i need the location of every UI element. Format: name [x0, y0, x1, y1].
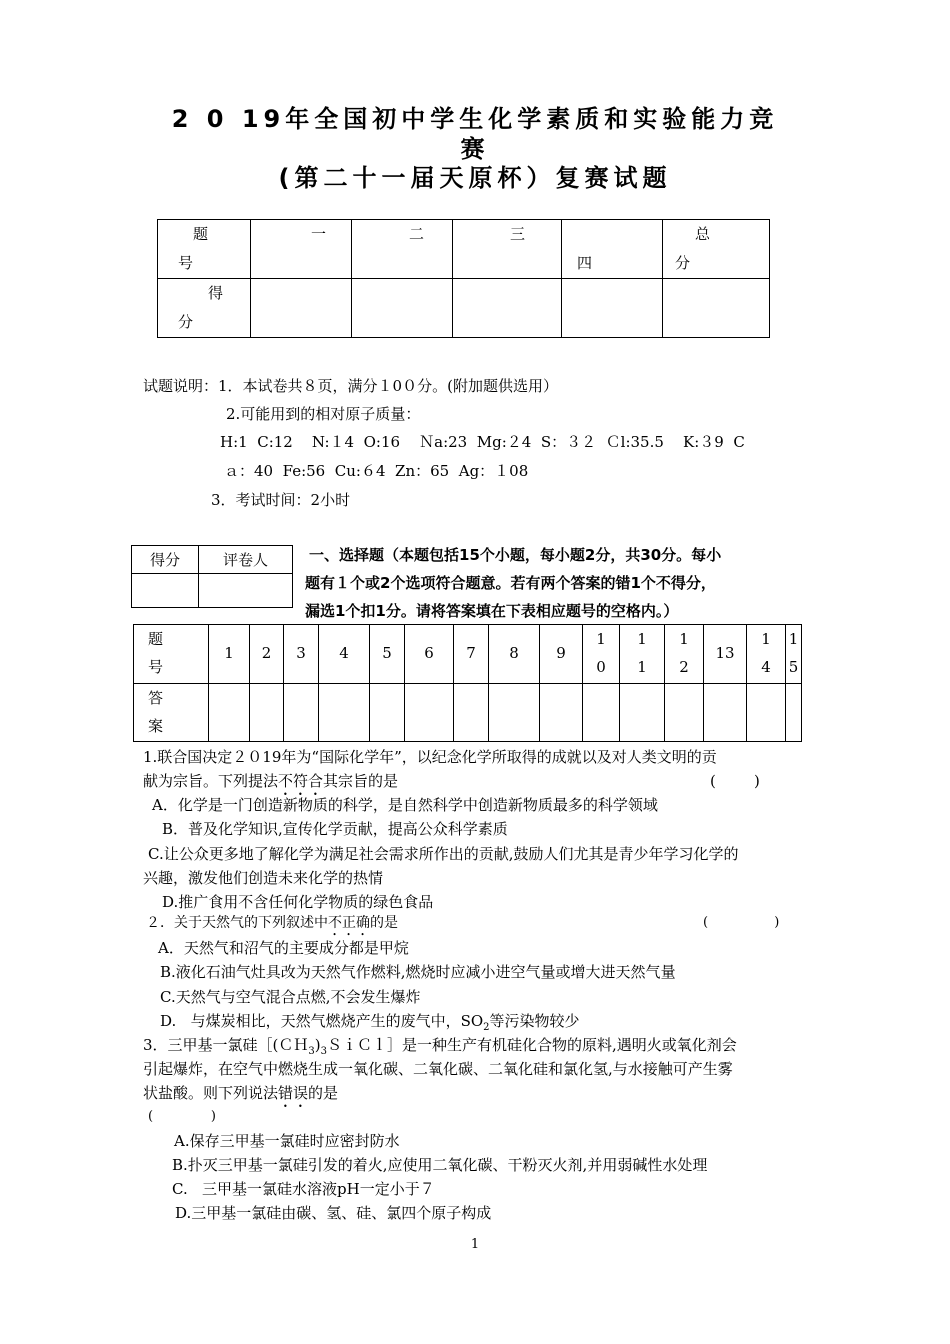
- title-line-2: 赛: [460, 135, 490, 163]
- atomic-masses-1: H:1 C:12 N:１4 O:16 Ｎa:23 Mg:２4 S：３２ Ｃl:35.5 K:３9 C: [220, 433, 745, 451]
- question-number-4: [319, 625, 370, 684]
- question-number-digit: 1: [637, 630, 647, 648]
- question-number-digit: 9: [556, 644, 566, 662]
- question-number-digit: 1: [596, 630, 606, 648]
- question-number-digit: 6: [424, 644, 434, 662]
- cell-label: 号: [178, 254, 194, 272]
- col-4-label: 四: [577, 254, 593, 272]
- question-number-12: [665, 625, 704, 684]
- score-cell[interactable]: [562, 279, 663, 338]
- answer-cell-2[interactable]: [250, 684, 284, 742]
- q2-answer-bracket[interactable]: ( ): [703, 915, 780, 930]
- question-number-digit: 5: [788, 658, 799, 676]
- question-number-11: [620, 625, 665, 684]
- instruction-1: 试题说明：1．本试卷共８页，满分１0０分。(附加题供选用）: [143, 377, 558, 395]
- question-number-digit: 0: [596, 658, 606, 676]
- score-cell[interactable]: [352, 279, 453, 338]
- question-number-digit: 8: [509, 644, 519, 662]
- total-label: 总: [695, 225, 711, 243]
- grader-name-cell[interactable]: [199, 574, 293, 608]
- instruction-2: 2.可能用到的相对原子质量：: [226, 405, 421, 423]
- answer-cell-15[interactable]: [786, 684, 802, 742]
- score-cell[interactable]: [453, 279, 562, 338]
- q3-stem-line-2: 引起爆炸，在空气中燃烧生成一氧化碳、二氧化碳、二氧化硅和氯化氢,与水接触可产生雾: [143, 1060, 733, 1078]
- q3-option-d[interactable]: D.三甲基一氯硅由碳、氢、硅、氯四个原子构成: [175, 1204, 492, 1222]
- question-number-15: [786, 625, 802, 684]
- answer-cell-12[interactable]: [665, 684, 704, 742]
- q1-stem-line-2: 献为宗旨。下列提法不符合其宗旨的是: [143, 772, 399, 790]
- grader-box: [131, 545, 293, 608]
- q1-option-b[interactable]: B．普及化学知识,宣传化学贡献，提高公众科学素质: [162, 820, 508, 838]
- score-cell[interactable]: [663, 279, 770, 338]
- question-label: 号: [148, 658, 164, 676]
- grader-name-label: 评卷人: [199, 546, 293, 574]
- q1-option-c[interactable]: C.让公众更多地了解化学为满足社会需求所作出的贡献,鼓励人们尤其是青少年学习化学的: [148, 845, 739, 863]
- q2-option-d[interactable]: D. 与煤炭相比，天然气燃烧产生的废气中，$SO_2$等污染物较少: [160, 1012, 580, 1033]
- question-number-5: [370, 625, 405, 684]
- answer-cell-10[interactable]: [583, 684, 620, 742]
- question-number-digit: 7: [466, 644, 476, 662]
- score-label: 得: [208, 284, 224, 302]
- q1-stem-line-1: 1.联合国决定２０19年为“国际化学年”，以纪念化学所取得的成就以及对人类文明的贡: [143, 748, 717, 766]
- answer-cell-11[interactable]: [620, 684, 665, 742]
- q1-emphasis: 不符合: [278, 772, 324, 790]
- question-number-digit: 13: [715, 644, 735, 662]
- answer-table: [133, 624, 802, 742]
- q2-emphasis: 不正确: [328, 915, 370, 931]
- q1-option-a[interactable]: A．化学是一门创造新物质的科学，是自然科学中创造新物质最多的科学领域: [152, 796, 658, 814]
- q2-stem: ２．关于天然气的下列叙述中不正确的是: [146, 915, 398, 931]
- question-number-digit: 2: [679, 658, 689, 676]
- q2-option-c[interactable]: C.天然气与空气混合点燃,不会发生爆炸: [160, 988, 421, 1006]
- q3-stem-line-3: 状盐酸。则下列说法错误的是: [143, 1084, 339, 1102]
- question-number-digit: 1: [788, 630, 799, 648]
- grader-score-cell[interactable]: [132, 574, 199, 608]
- question-number-digit: 1: [761, 630, 771, 648]
- answer-cell-3[interactable]: [284, 684, 319, 742]
- q3-answer-bracket[interactable]: ( ): [148, 1109, 216, 1124]
- col-2-label: 二: [409, 225, 425, 243]
- question-number-digit: 1: [679, 630, 689, 648]
- question-label: 题: [148, 630, 164, 648]
- question-number-10: [583, 625, 620, 684]
- question-number-digit: 1: [224, 644, 234, 662]
- question-number-8: [489, 625, 540, 684]
- score-cell[interactable]: [251, 279, 352, 338]
- question-number-14: [747, 625, 786, 684]
- answer-cell-4[interactable]: [319, 684, 370, 742]
- q3-stem-line-1: 3．三甲基一氯硅$[(CH_3)_3SiCl]$是一种生产有机硅化合物的原料,遇明火或氧化剂会: [143, 1036, 737, 1057]
- question-number-1: [209, 625, 250, 684]
- question-number-digit: 4: [761, 658, 771, 676]
- question-number-9: [540, 625, 583, 684]
- instruction-3: 3．考试时间：2小时: [211, 491, 351, 509]
- answer-cell-13[interactable]: [704, 684, 747, 742]
- section-1-line-1: 一、选择题（本题包括15个小题，每小题2分，共30分。每小: [309, 546, 722, 564]
- question-number-7: [454, 625, 489, 684]
- question-number-digit: 5: [382, 644, 392, 662]
- q1-option-c-cont: 兴趣，激发他们创造未来化学的热情: [143, 869, 384, 887]
- score-table: [157, 219, 770, 338]
- question-number-3: [284, 625, 319, 684]
- answer-cell-1[interactable]: [209, 684, 250, 742]
- section-1-line-3: 漏选1个扣1分。请将答案填在下表相应题号的空格内。）: [305, 602, 679, 620]
- q3-emphasis: 错误: [278, 1084, 309, 1102]
- answer-cell-7[interactable]: [454, 684, 489, 742]
- question-number-2: [250, 625, 284, 684]
- question-number-13: [704, 625, 747, 684]
- answer-cell-9[interactable]: [540, 684, 583, 742]
- question-number-digit: 2: [261, 644, 272, 662]
- total-label: 分: [675, 254, 691, 272]
- q2-option-a[interactable]: A．天然气和沼气的主要成分都是甲烷: [158, 939, 409, 957]
- question-number-digit: 4: [339, 644, 349, 662]
- section-1-line-2: 题有１个或2个选项符合题意。若有两个答案的错1个不得分，: [305, 574, 716, 592]
- question-number-digit: 3: [296, 644, 306, 662]
- col-1-label: 一: [311, 225, 327, 243]
- q3-option-b[interactable]: B.扑灭三甲基一氯硅引发的着火,应使用二氧化碳、干粉灭火剂,并用弱碱性水处理: [172, 1156, 708, 1174]
- title-line-3: (第二十一届天原杯）复赛试题: [278, 164, 672, 192]
- answer-cell-6[interactable]: [405, 684, 454, 742]
- answer-cell-14[interactable]: [747, 684, 786, 742]
- title-line-1: 2 0 19年全国初中学生化学素质和实验能力竞: [171, 105, 779, 133]
- question-number-6: [405, 625, 454, 684]
- q1-answer-bracket[interactable]: ( ): [710, 772, 760, 790]
- page-number: 1: [470, 1237, 480, 1252]
- q3-option-a[interactable]: A.保存三甲基一氯硅时应密封防水: [174, 1132, 400, 1150]
- answer-label: 答: [148, 689, 164, 707]
- q1-option-d[interactable]: D.推广食用不含任何化学物质的绿色食品: [162, 893, 434, 911]
- atomic-masses-2: ａ：40 Fe:56 Cu:６4 Zn：65 Ag：１08: [224, 462, 529, 480]
- answer-cell-8[interactable]: [489, 684, 540, 742]
- cell-label: 题: [193, 225, 209, 243]
- grader-score-label: 得分: [132, 546, 199, 574]
- col-3-label: 三: [510, 225, 526, 243]
- score-label: 分: [178, 313, 194, 331]
- question-number-digit: 1: [637, 658, 647, 676]
- q3-option-c[interactable]: C. 三甲基一氯硅水溶液pH一定小于７: [172, 1180, 435, 1198]
- answer-label: 案: [148, 717, 164, 735]
- answer-cell-5[interactable]: [370, 684, 405, 742]
- q2-option-b[interactable]: B.液化石油气灶具改为天然气作燃料,燃烧时应减小进空气量或增大进天然气量: [160, 963, 676, 981]
